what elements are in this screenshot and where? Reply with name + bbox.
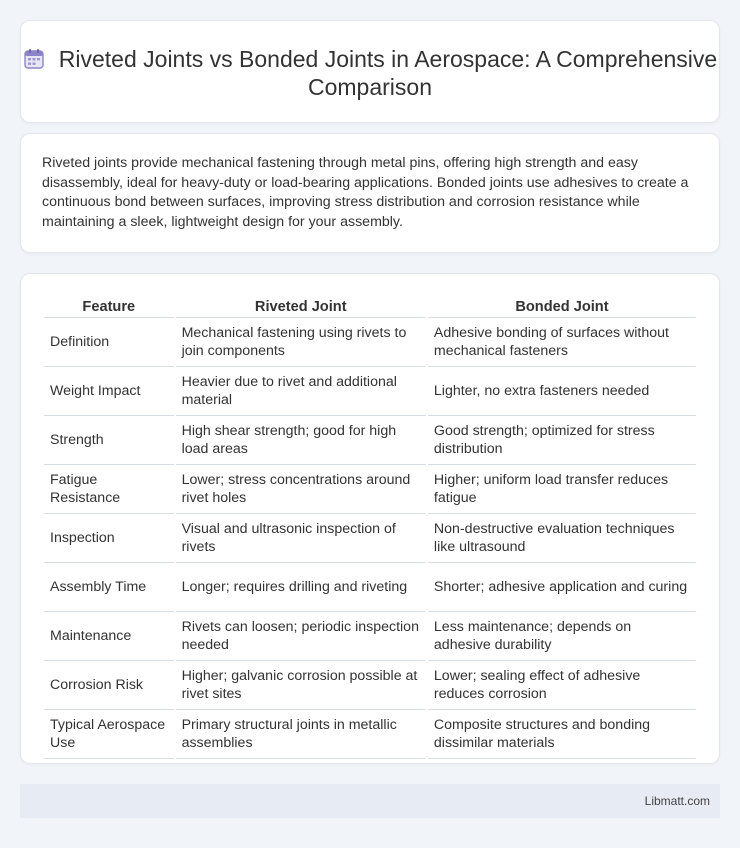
- footer: [20, 784, 720, 818]
- riveted-cell: Visual and ultrasonic inspection of rivets: [176, 514, 426, 563]
- page-title: [21, 45, 719, 101]
- riveted-cell: Longer; requires drilling and riveting: [176, 563, 426, 612]
- feature-cell: Fatigue Resistance: [44, 465, 174, 514]
- bonded-cell: Lower; sealing effect of adhesive reduces corrosion: [428, 661, 696, 710]
- table-row: [44, 465, 696, 514]
- comparison-card: [20, 273, 720, 764]
- header-bonded: Bonded Joint: [428, 294, 696, 318]
- riveted-cell: High shear strength; good for high load areas: [176, 416, 426, 465]
- feature-cell: Inspection: [44, 514, 174, 563]
- table-row: [44, 514, 696, 563]
- feature-cell: Corrosion Risk: [44, 661, 174, 710]
- header-riveted: Riveted Joint: [176, 294, 426, 318]
- riveted-cell: Heavier due to rivet and additional material: [176, 367, 426, 416]
- table-row: [44, 367, 696, 416]
- bonded-cell: Adhesive bonding of surfaces without mechanical fasteners: [428, 318, 696, 367]
- feature-cell: Assembly Time: [44, 563, 174, 612]
- riveted-cell: Rivets can loosen; periodic inspection needed: [176, 612, 426, 661]
- table-row: [44, 661, 696, 710]
- feature-cell: Weight Impact: [44, 367, 174, 416]
- intro-paragraph: Riveted joints provide mechanical fastening through metal pins, offering high strength and easy disassembly, ideal for heavy-duty or load-bearing applications. Bonded joints use adhesives to create a continuous bond between surfaces, improving stress distribution and corrosion resistance while maintaining a sleek, lightweight design for your assembly.: [42, 155, 689, 230]
- feature-cell: Maintenance: [44, 612, 174, 661]
- bonded-cell: Higher; uniform load transfer reduces fatigue: [428, 465, 696, 514]
- header-feature: Feature: [44, 294, 174, 318]
- table-header-row: [44, 294, 696, 318]
- bonded-cell: Good strength; optimized for stress distribution: [428, 416, 696, 465]
- riveted-cell: Higher; galvanic corrosion possible at rivet sites: [176, 661, 426, 710]
- feature-cell: Definition: [44, 318, 174, 367]
- table-row: [44, 416, 696, 465]
- title-card: [20, 20, 720, 123]
- table-row: [44, 612, 696, 661]
- comparison-table: [42, 294, 698, 759]
- riveted-cell: Primary structural joints in metallic assemblies: [176, 710, 426, 759]
- riveted-cell: Lower; stress concentrations around rivet holes: [176, 465, 426, 514]
- bonded-cell: Shorter; adhesive application and curing: [428, 563, 696, 612]
- feature-cell: Strength: [44, 416, 174, 465]
- bonded-cell: Lighter, no extra fasteners needed: [428, 367, 696, 416]
- riveted-cell: Mechanical fastening using rivets to join components: [176, 318, 426, 367]
- intro-card: [20, 133, 720, 253]
- table-row: [44, 563, 696, 612]
- feature-cell: Typical Aerospace Use: [44, 710, 174, 759]
- table-row: [44, 318, 696, 367]
- bonded-cell: Less maintenance; depends on adhesive durability: [428, 612, 696, 661]
- table-row: [44, 710, 696, 759]
- bonded-cell: Non-destructive evaluation techniques like ultrasound: [428, 514, 696, 563]
- bonded-cell: Composite structures and bonding dissimilar materials: [428, 710, 696, 759]
- calendar-icon: [23, 48, 45, 70]
- footer-brand-link[interactable]: Libmatt.com: [644, 794, 710, 808]
- title-text: Riveted Joints vs Bonded Joints in Aerospace: A Comprehensive Comparison: [58, 46, 718, 100]
